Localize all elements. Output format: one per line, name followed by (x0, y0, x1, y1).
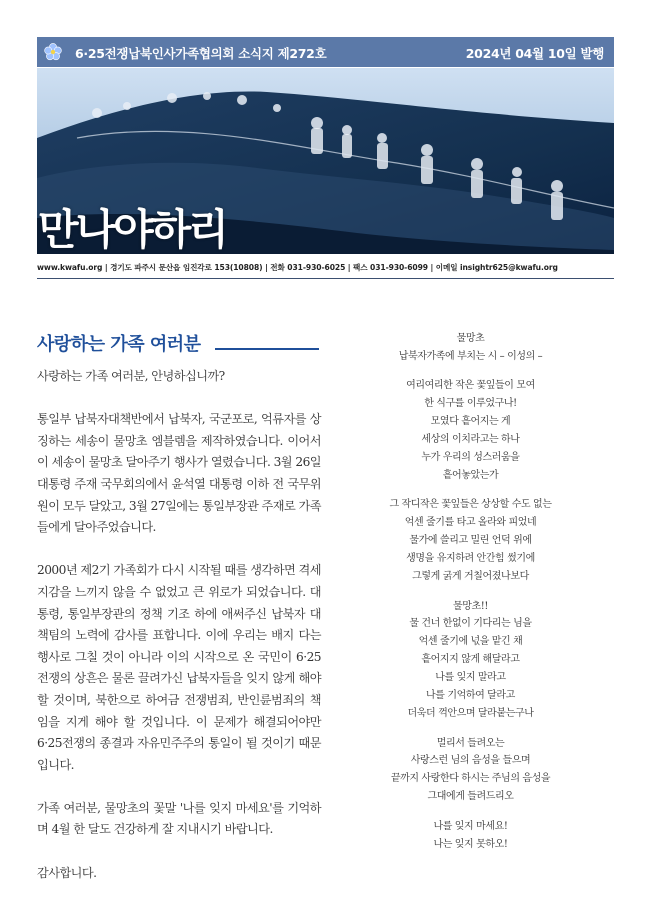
letter-greeting: 사랑하는 가족 여러분, 안녕하십니까? (37, 369, 225, 383)
poem-line: 생명을 유지하려 안간힘 썼기에 (406, 553, 535, 565)
poem-line: 세상의 이치라고는 하나 (421, 434, 520, 446)
poem-line: 억센 줄기에 넋을 맡긴 채 (418, 636, 523, 648)
poem-line: 여리여리한 작은 꽃잎들이 모여 (406, 380, 535, 392)
poem-line: 흩어지지 않게 해달라고 (421, 654, 520, 666)
poem-line: 억센 줄기를 타고 올라와 피었네 (404, 517, 537, 529)
heading-underline (215, 348, 319, 350)
poem-line: 더욱더 꺽안으며 달라붙는구나 (407, 708, 534, 719)
poem-line: 모였다 흩어지는 게 (430, 416, 511, 428)
poem-line: 그렇게 굵게 거칠어졌나보다 (412, 571, 529, 583)
poem-line: 한 식구를 이루었구나! (424, 398, 517, 410)
poem-line: 나를 잊지 마세요! (433, 820, 508, 832)
letter-paragraph: 가족 여러분, 물망초의 꽃말 '나를 잊지 마세요'를 기억하며 4월 한 달도 건강하게 잘 지내시기 바랍니다. (37, 800, 321, 837)
newsletter-masthead: 만나야하리 (38, 205, 226, 254)
poem-line: 사랑스런 님의 음성을 들으며 (410, 755, 531, 767)
newsletter-issue-title: 6·25전쟁납북인사가족협의회 소식지 제272호 (75, 46, 327, 61)
poem-line: 물 건너 한없이 기다리는 님을 (409, 618, 532, 630)
letter-heading: 사랑하는 가족 여러분 (37, 334, 201, 355)
issue-date: 2024년 04월 10일 발행 (465, 46, 604, 61)
poem-line: 그 작디작은 꽃잎들은 상상할 수도 없는 (389, 499, 552, 511)
letter-body (37, 366, 321, 884)
contact-info: www.kwafu.org | 경기도 파주시 문산읍 임진각로 153(10808) | 전화 031-930-6025 | 팩스 031-930-6099 | 이메일 insightr625@kwafu.org (37, 263, 558, 272)
letter-paragraph: 통일부 납북자대책반에서 납북자, 국군포로, 억류자를 상징하는 세송이 물망초 엠블렘을 제작하였습니다. 이어서 이 세송이 물망초 달아주기 행사가 열렸습니다. 3월 26일 대통령 주재 국무회의에서 윤석열 대통령 이하 전 국무위원이 모두 달았고, 3월 27일에는 통일부장관 주재로 가족들에게 달아주었습니다. (37, 412, 321, 535)
poem (358, 330, 583, 854)
poem-subtitle: 납북자가족에 부치는 시 – 이성의 – (398, 350, 543, 362)
poem-title: 물망초 (456, 333, 485, 344)
poem-line: 나를 기억하여 달라고 (426, 690, 515, 702)
poem-line: 멀리서 들려오는 (436, 737, 505, 749)
forget-me-not-icon (43, 42, 63, 62)
poem-line: 그대에게 들려드리오 (427, 791, 514, 803)
poem-line: 물가에 쓸리고 밀린 언덕 위에 (409, 535, 532, 547)
poem-line: 나를 잊지 말라고 (435, 672, 506, 684)
poem-line: 끝까지 사랑한다 하시는 주님의 음성을 (390, 773, 551, 785)
header-divider (37, 278, 614, 279)
poem-line: 물망초!! (452, 600, 489, 612)
poem-line: 나는 잊지 못하오! (433, 838, 508, 850)
poem-line: 흩어놓았는가 (442, 469, 499, 481)
header-bar (37, 37, 614, 67)
letter-closing: 감사합니다. (37, 865, 97, 880)
poem-line: 누가 우리의 성스러움을 (421, 452, 520, 464)
letter-paragraph: 2000년 제2기 가족회가 다시 시작될 때를 생각하면 격세지감을 느끼지 않을 수 없었고 큰 위로가 되었습니다. 대통령, 통일부장관의 정책 기조 하에 애써주신 납북자 대책팀의 노력에 감사를 표합니다. 이에 우리는 배지 다는 행사로 그칠 것이 아니라 이의 시작으로 온 국민이 6·25전쟁의 상흔은 물론 끌려가신 납북자들을 잊지 않게 해야 할 것이며, 북한으로 하여금 전쟁범죄, 반인륜범죄의 책임을 지게 해야 할 것입니다. 이 문제가 해결되어야만 6·25전쟁의 종결과 자유민주주의 통일이 될 것이기 때문입니다. (37, 563, 321, 772)
